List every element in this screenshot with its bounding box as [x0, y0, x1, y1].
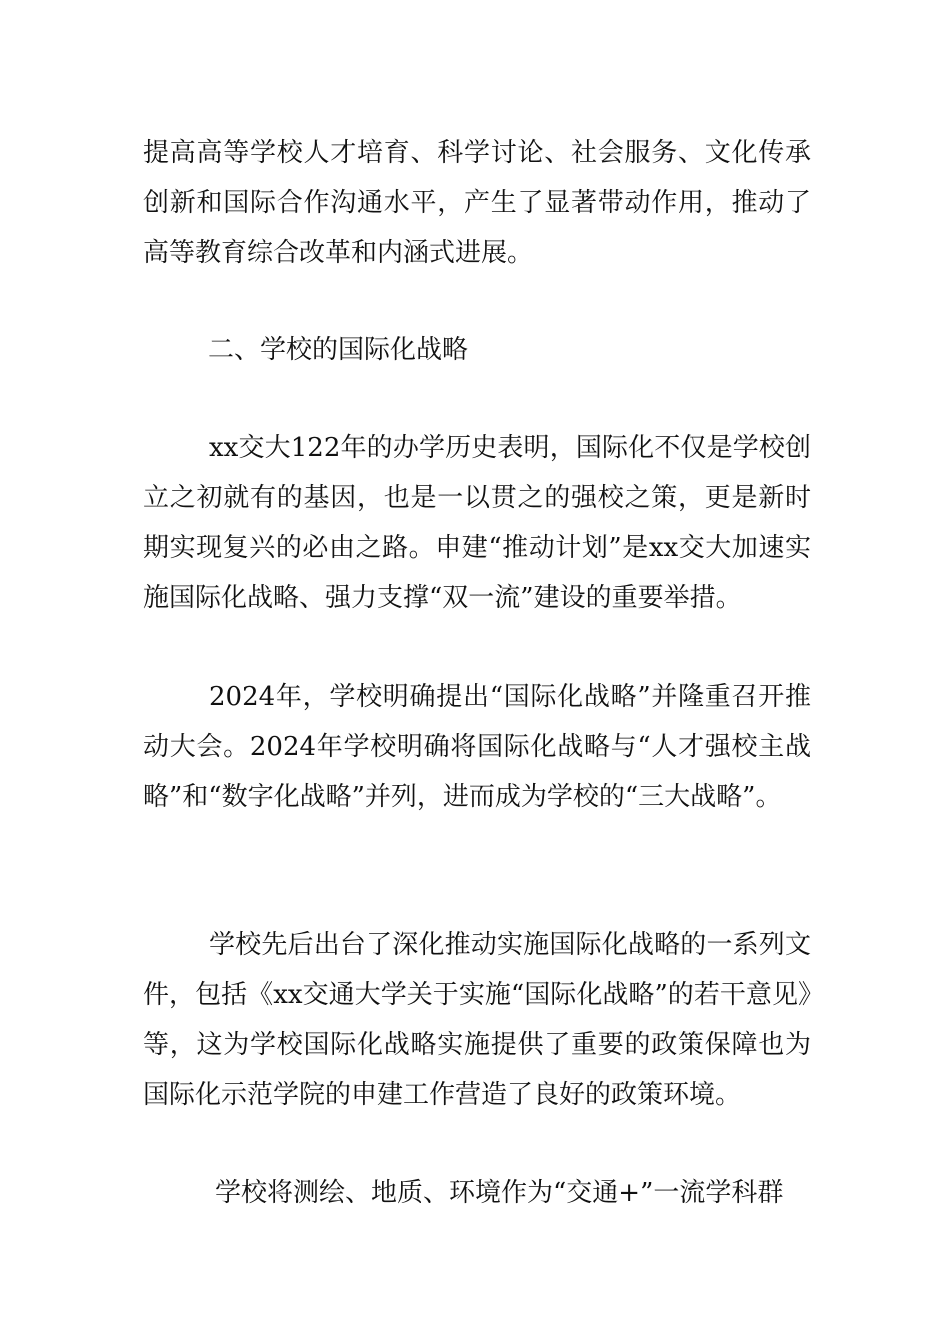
paragraph-strategy [143, 672, 811, 822]
paragraph-text: xx交大122年的办学历史表明，国际化不仅是学校创立之初就有的基因，也是一以贯之的强校之策，更是新时期实现复兴的必由之路。申建“推动计划”是xx交大加速实施国际化战略、强力支撑“双一流”建设的重要举措。 [143, 433, 811, 613]
paragraph-text: 学校将测绘、地质、环境作为“交通+”一流学科群 [215, 1178, 784, 1208]
section-heading: 二、学校的国际化战略 [208, 335, 469, 365]
paragraph-continuation [143, 128, 811, 278]
paragraph-text: 学校先后出台了深化推动实施国际化战略的一系列文件，包括《xx交通大学关于实施“国际化战略”的若干意见》等，这为学校国际化战略实施提供了重要的政策保障也为国际化示范学院的申建工作营造了良好的政策环境。 [143, 930, 811, 1110]
paragraph-history [143, 423, 811, 623]
paragraph-documents [143, 920, 811, 1120]
paragraph-text: 提高高等学校人才培育、科学讨论、社会服务、文化传承创新和国际合作沟通水平，产生了显著带动作用，推动了高等教育综合改革和内涵式进展。 [143, 138, 811, 268]
paragraph-text: 2024年，学校明确提出“国际化战略”并隆重召开推动大会。2024年学校明确将国际化战略与“人才强校主战略”和“数字化战略”并列，进而成为学校的“三大战略”。 [143, 682, 811, 812]
paragraph-disciplines [143, 1168, 811, 1218]
